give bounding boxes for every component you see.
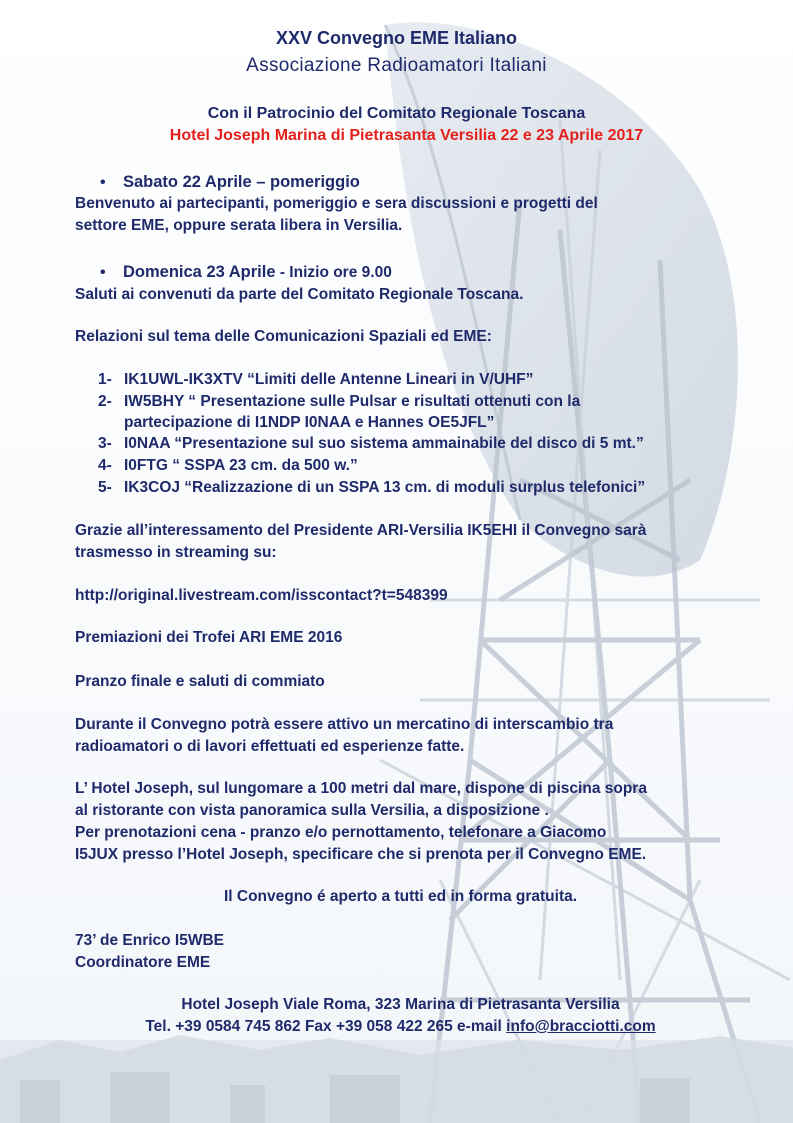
- footer-phone-fax: Tel. +39 0584 745 862 Fax +39 058 422 265 e-mail: [145, 1018, 507, 1035]
- talk-number: 1-: [98, 371, 112, 388]
- signature-role: Coordinatore EME: [75, 954, 211, 971]
- market-line-1: Durante il Convegno potrà essere attivo un mercatino di interscambio tra: [75, 716, 614, 733]
- awards-line: Premiazioni dei Trofei ARI EME 2016: [75, 629, 343, 646]
- bullet-icon: •: [100, 174, 106, 191]
- sunday-heading: [123, 263, 392, 282]
- talk-number: 5-: [98, 479, 112, 496]
- email-link[interactable]: info@bracciotti.com: [506, 1018, 656, 1035]
- saturday-line-2: settore EME, oppure serata libera in Versilia.: [75, 217, 403, 234]
- talk-item-3: I0NAA “Presentazione sul suo sistema ammainabile del disco di 5 mt.”: [124, 435, 644, 452]
- event-title: XXV Convegno EME Italiano: [275, 28, 518, 48]
- talk-item-2-cont: partecipazione di I1NDP I0NAA e Hannes OE5JFL”: [124, 414, 495, 431]
- talk-item-2: IW5BHY “ Presentazione sulle Pulsar e risultati ottenuti con la: [124, 393, 581, 410]
- footer-address: Hotel Joseph Viale Roma, 323 Marina di Pietrasanta Versilia: [181, 996, 620, 1013]
- talk-item-4: I0FTG “ SSPA 23 cm. da 500 w.”: [124, 457, 358, 474]
- footer-contact: [4, 1018, 793, 1036]
- talk-number: 3-: [98, 435, 112, 452]
- hotel-line-1: L’ Hotel Joseph, sul lungomare a 100 metri dal mare, dispone di piscina sopra: [75, 780, 647, 797]
- streaming-line-2: trasmesso in streaming su:: [75, 544, 277, 561]
- streaming-line-1: Grazie all’interessamento del Presidente ARI-Versilia IK5EHI il Convegno sarà: [75, 522, 647, 539]
- sunday-start-time: - Inizio ore 9.00: [275, 264, 392, 281]
- talks-intro: Relazioni sul tema delle Comunicazioni Spaziali ed EME:: [75, 328, 492, 345]
- talk-item-5: IK3COJ “Realizzazione di un SSPA 13 cm. di moduli surplus telefonici”: [124, 479, 646, 496]
- saturday-heading: Sabato 22 Aprile – pomeriggio: [123, 173, 360, 191]
- patronage-line: Con il Patrocinio del Comitato Regionale Toscana: [207, 105, 586, 122]
- lunch-line: Pranzo finale e saluti di commiato: [75, 673, 325, 690]
- talk-number: 4-: [98, 457, 112, 474]
- open-note: Il Convegno é aperto a tutti ed in forma gratuita.: [223, 888, 578, 905]
- organization-name: Associazione Radioamatori Italiani: [246, 55, 547, 76]
- talk-number: 2-: [98, 393, 112, 410]
- hotel-line-4: I5JUX presso l’Hotel Joseph, specificare che si prenota per il Convegno EME.: [75, 846, 647, 863]
- sunday-greeting: Saluti ai convenuti da parte del Comitato Regionale Toscana.: [75, 286, 524, 303]
- sunday-heading-date: Domenica 23 Aprile: [123, 263, 276, 281]
- hotel-line-3: Per prenotazioni cena - pranzo e/o pernottamento, telefonare a Giacomo: [75, 824, 607, 841]
- saturday-line-1: Benvenuto ai partecipanti, pomeriggio e sera discussioni e progetti del: [75, 195, 598, 212]
- market-line-2: radioamatori o di lavori effettuati ed esperienze fatte.: [75, 738, 465, 755]
- hotel-line-2: al ristorante con vista panoramica sulla Versilia, a disposizione .: [75, 802, 549, 819]
- venue-date-line: Hotel Joseph Marina di Pietrasanta Versilia 22 e 23 Aprile 2017: [169, 127, 644, 144]
- signature-name: 73’ de Enrico I5WBE: [75, 932, 225, 949]
- talk-item-1: IK1UWL-IK3XTV “Limiti delle Antenne Lineari in V/UHF”: [124, 371, 534, 388]
- streaming-url[interactable]: http://original.livestream.com/isscontact?t=548399: [75, 587, 448, 604]
- bullet-icon: •: [100, 264, 106, 281]
